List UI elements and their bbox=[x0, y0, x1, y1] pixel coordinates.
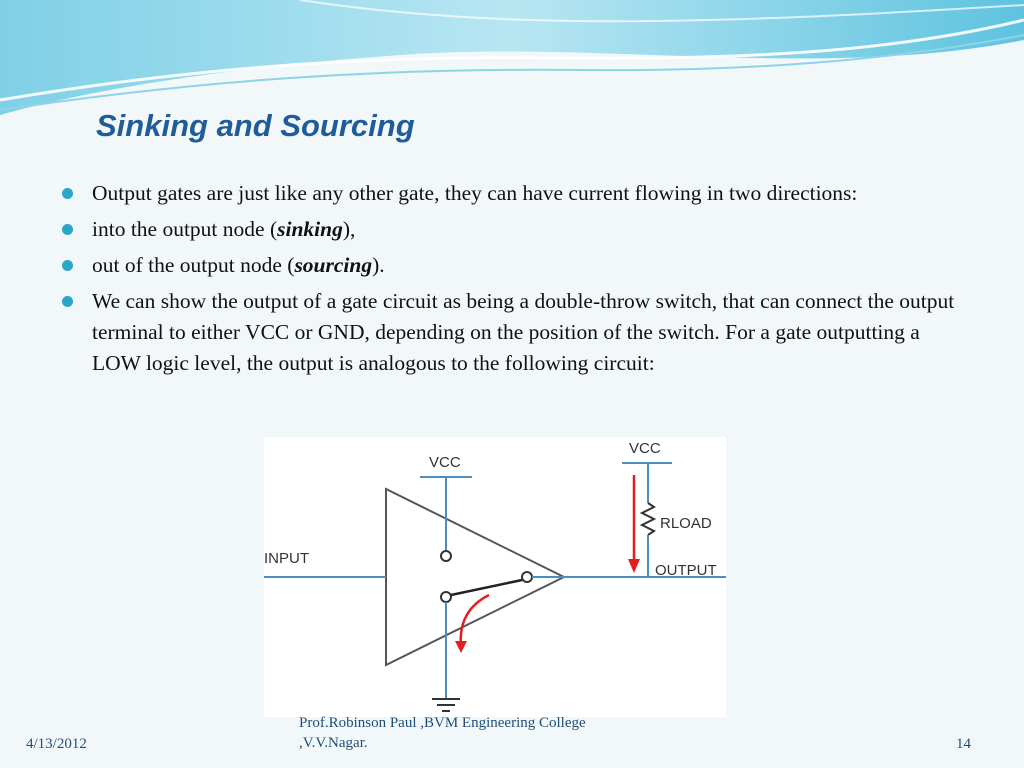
bullet-list bbox=[62, 178, 972, 384]
bullet-dot-icon bbox=[62, 224, 73, 235]
switch-contact-vcc bbox=[441, 551, 451, 561]
load-current-arrow-head bbox=[628, 559, 640, 573]
footer-author: Prof.Robinson Paul ,BVM Engineering College ,V.V.Nagar. bbox=[299, 715, 586, 751]
input-label: INPUT bbox=[264, 550, 309, 567]
bullet-item: out of the output node (sourcing). bbox=[62, 250, 972, 281]
term-sinking: sinking bbox=[277, 217, 343, 241]
bullet-item: into the output node (sinking), bbox=[62, 214, 972, 245]
footer-date: 4/13/2012 bbox=[26, 736, 87, 752]
bullet-item: We can show the output of a gate circuit as being a double-throw switch, that can connect the output terminal to either VCC or GND, depending on the position of the switch. For a gate outputting a LOW logic level, the output is analogous to the following circuit: bbox=[62, 286, 972, 379]
switch-contact-gnd bbox=[441, 592, 451, 602]
bullet-dot-icon bbox=[62, 260, 73, 271]
term-sourcing: sourcing bbox=[294, 253, 373, 277]
rload-resistor bbox=[642, 503, 654, 535]
bullet-dot-icon bbox=[62, 296, 73, 307]
sinking-arrow-head bbox=[455, 641, 467, 653]
switch-blade bbox=[451, 580, 522, 595]
sinking-circuit-diagram bbox=[264, 437, 726, 717]
vcc-right-label: VCC bbox=[629, 440, 661, 457]
rload-label: RLOAD bbox=[660, 515, 712, 532]
bullet-item: Output gates are just like any other gate, they can have current flowing in two directions: bbox=[62, 178, 972, 209]
vcc-left-label: VCC bbox=[429, 454, 461, 471]
bullet-dot-icon bbox=[62, 188, 73, 199]
switch-pivot bbox=[522, 572, 532, 582]
page-number: 14 bbox=[956, 736, 971, 752]
output-label: OUTPUT bbox=[655, 562, 717, 579]
slide-title: Sinking and Sourcing bbox=[96, 108, 415, 143]
